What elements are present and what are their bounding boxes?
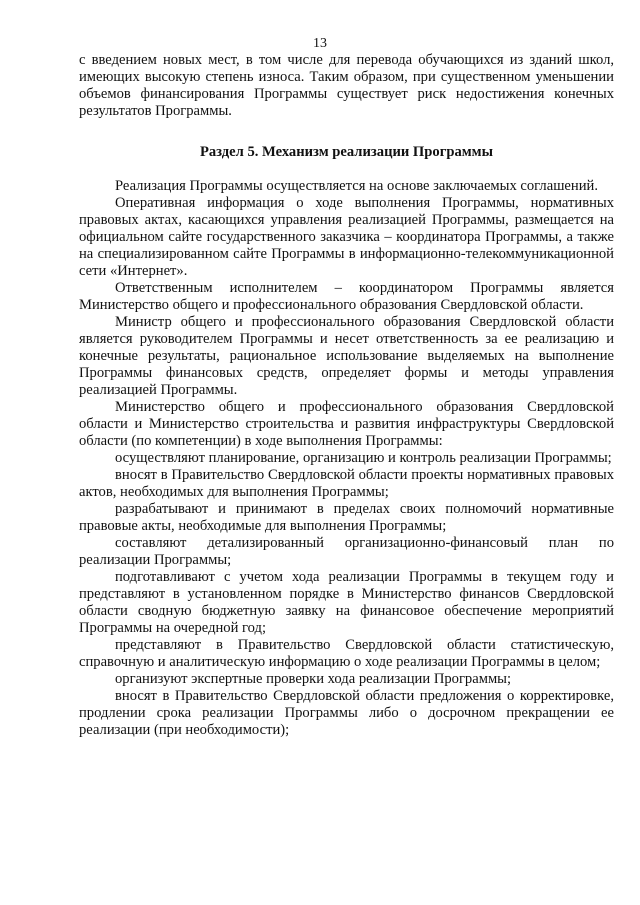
intro-paragraph: с введением новых мест, в том числе для перевода обучающихся из зданий школ, имеющих высокую степень износа. Таким образом, при существенном уменьшении объемов финансирования Программы существует риск недостижения конечных результатов Программы. (79, 52, 614, 119)
list-item: вносят в Правительство Свердловской области предложения о корректировке, продлении срока реализации Программы либо о досрочном прекращении ее реализации (при необходимости); (79, 688, 614, 738)
section-heading: Раздел 5. Механизм реализации Программы (199, 144, 494, 160)
paragraph: Оперативная информация о ходе выполнения Программы, нормативных правовых актах, касающихся управления реализацией Программы, размещается на официальном сайте государственного заказчика – координатора Программы, а также на специализированном сайте Программы в информационно-телекоммуникационной сети «Интернет». (79, 195, 614, 279)
list-item: составляют детализированный организационно-финансовый план по реализации Программы; (79, 535, 614, 568)
paragraph: Министр общего и профессионального образования Свердловской области является руководителем Программы и несет ответственность за ее реализацию и конечные результаты, рациональное использование выделяемых на выполнение Программы финансовых средств, определяет формы и методы управления реализацией Программы. (79, 314, 614, 398)
paragraph: Реализация Программы осуществляется на основе заключаемых соглашений. (115, 178, 598, 194)
list-item: представляют в Правительство Свердловской области статистическую, справочную и аналитическую информацию о ходе реализации Программы в целом; (79, 637, 614, 670)
list-item: организуют экспертные проверки хода реализации Программы; (115, 671, 512, 687)
page-number: 13 (313, 36, 327, 51)
list-item: разрабатывают и принимают в пределах своих полномочий нормативные правовые акты, необходимые для выполнения Программы; (79, 501, 614, 534)
list-item: вносят в Правительство Свердловской области проекты нормативных правовых актов, необходимых для выполнения Программы; (79, 467, 614, 500)
paragraph: Министерство общего и профессионального образования Свердловской области и Министерство строительства и развития инфраструктуры Свердловской области (по компетенции) в ходе выполнения Программы: (79, 399, 614, 449)
list-item: подготавливают с учетом хода реализации Программы в текущем году и представляют в установленном порядке в Министерство финансов Свердловской области сводную бюджетную заявку на финансовое обеспечение мероприятий Программы на очередной год; (79, 569, 614, 636)
list-item: осуществляют планирование, организацию и контроль реализации Программы; (115, 450, 612, 466)
paragraph: Ответственным исполнителем – координатором Программы является Министерство общего и профессионального образования Свердловской области. (79, 280, 614, 313)
page-content (79, 52, 614, 739)
